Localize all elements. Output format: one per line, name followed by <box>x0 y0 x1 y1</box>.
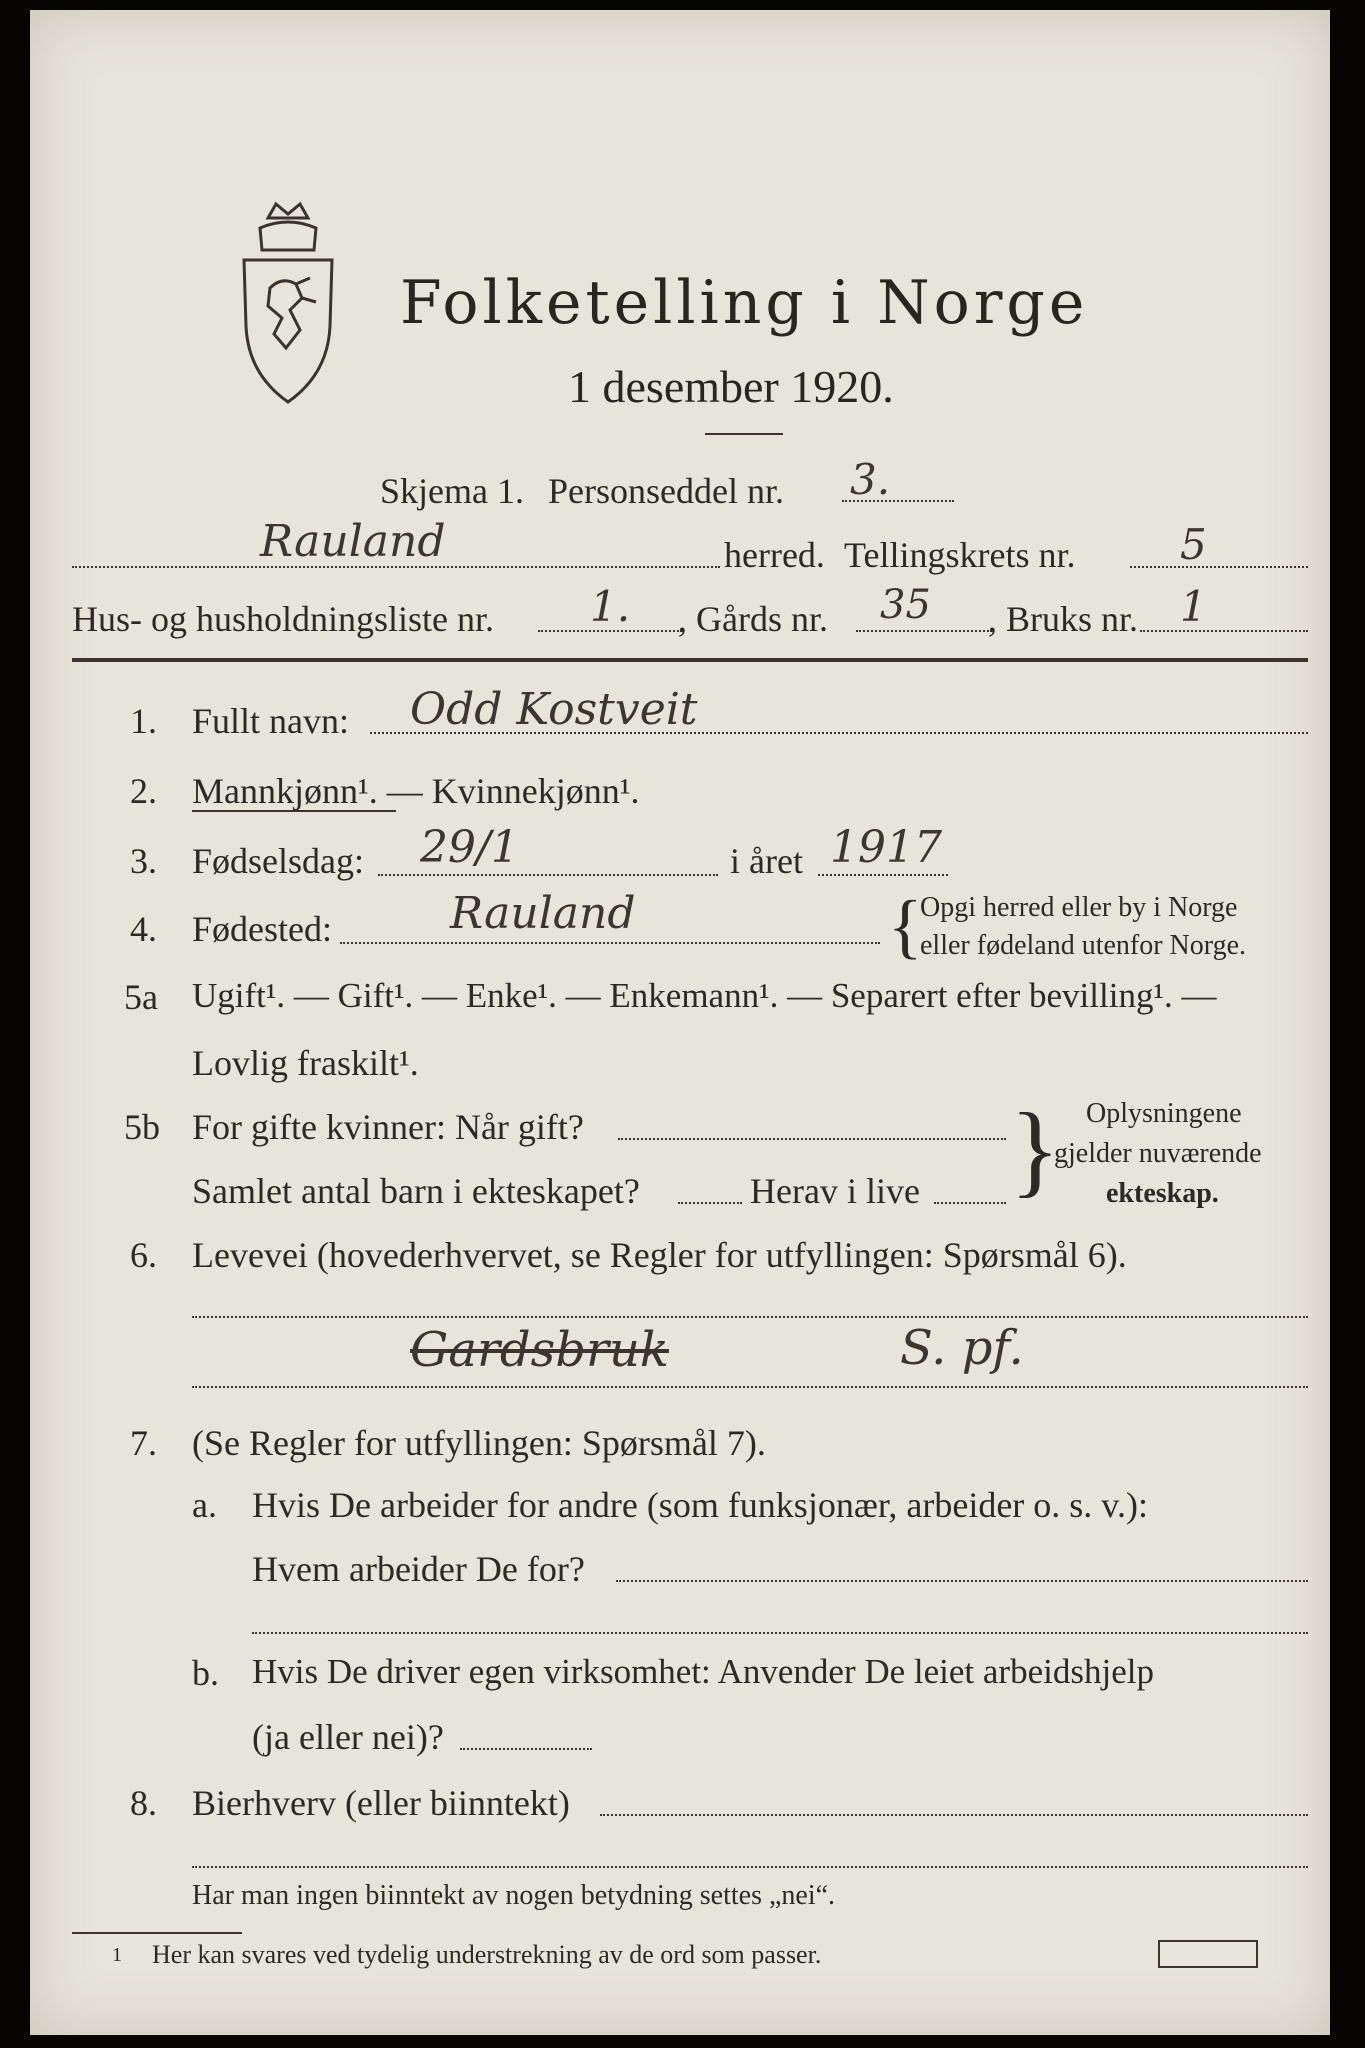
occupation-struck-value: Gardsbruk <box>410 1322 669 1378</box>
q8-number: 8. <box>130 1783 157 1823</box>
sex-options: Mannkjønn¹. — Kvinnekjønn¹. <box>192 771 640 811</box>
q7b-letter: b. <box>192 1653 219 1693</box>
hus-value: 1. <box>590 582 631 631</box>
birthplace-brace: { <box>888 886 923 966</box>
gards-label: , Gårds nr. <box>678 599 828 639</box>
birthdate-label: Fødselsdag: <box>192 841 365 881</box>
q5b-number: 5b <box>124 1107 160 1147</box>
occupation-label: Levevei (hovederhvervet, se Regler for utfyllingen: Spørsmål 6). <box>192 1235 1127 1275</box>
bruks-value: 1 <box>1180 582 1207 631</box>
birthplace-value: Rauland <box>450 888 636 939</box>
marriage-note-3: ekteskap. <box>1106 1178 1219 1209</box>
footnote-text: Her kan svares ved tydelig understrekning av de ord som passer. <box>152 1940 822 1969</box>
marriage-note-1: Oplysningene <box>1086 1098 1242 1129</box>
own-business-question: Hvis De driver egen virksomhet: Anvender De leiet arbeidshjelp <box>252 1652 1154 1691</box>
birth-year-value: 1917 <box>830 822 942 873</box>
tellingskrets-value: 5 <box>1180 520 1207 569</box>
marriage-brace: } <box>1010 1092 1060 1207</box>
birthplace-label: Fødested: <box>192 909 332 949</box>
sex-underline <box>192 810 396 812</box>
married-when-label: For gifte kvinner: Når gift? <box>192 1107 584 1147</box>
marital-options: Ugift¹. — Gift¹. — Enke¹. — Enkemann¹. — Separert efter bevilling¹. — <box>192 976 1217 1015</box>
schema-label: Skjema 1. <box>380 471 524 511</box>
occupation-value: S. pf. <box>900 1320 1024 1376</box>
children-count-label: Samlet antal barn i ekteskapet? <box>192 1171 640 1211</box>
footnote-marker: 1 <box>112 1944 122 1966</box>
coat-of-arms-icon <box>230 198 346 410</box>
full-name-value: Odd Kostveit <box>410 684 698 735</box>
birthplace-note-1: Opgi herred eller by i Norge <box>920 892 1238 923</box>
side-income-note: Har man ingen biinntekt av nogen betydning settes „nei“. <box>192 1880 836 1911</box>
q7a-letter: a. <box>192 1485 217 1525</box>
marriage-note-2: gjelder nuværende <box>1054 1138 1262 1169</box>
personseddel-label: Personseddel nr. <box>548 471 784 511</box>
q6-number: 6. <box>130 1235 157 1275</box>
herred-label: herred. <box>724 535 825 575</box>
personseddel-value: 3. <box>850 455 891 504</box>
q4-number: 4. <box>130 909 157 949</box>
form-title: Folketelling i Norge <box>400 268 1089 338</box>
bruks-label: , Bruks nr. <box>988 599 1139 639</box>
q2-number: 2. <box>130 771 157 811</box>
marital-options-cont: Lovlig fraskilt¹. <box>192 1043 419 1083</box>
q5a-number: 5a <box>124 977 158 1017</box>
printer-stamp <box>1158 1940 1258 1968</box>
birthdate-value: 29/1 <box>420 822 519 873</box>
employment-label: (Se Regler for utfyllingen: Spørsmål 7). <box>192 1423 766 1463</box>
q1-number: 1. <box>130 701 157 741</box>
header-divider <box>72 658 1308 662</box>
children-alive-label: Herav i live <box>750 1171 920 1211</box>
title-divider <box>705 433 783 435</box>
employer-label: Hvem arbeider De for? <box>252 1549 585 1589</box>
footnote-rule <box>72 1932 242 1934</box>
tellingskrets-label: Tellingskrets nr. <box>844 535 1076 575</box>
gards-value: 35 <box>880 582 931 628</box>
herred-value: Rauland <box>260 516 446 567</box>
census-date: 1 desember 1920. <box>568 361 894 412</box>
employer-question: Hvis De arbeider for andre (som funksjonær, arbeider o. s. v.): <box>252 1485 1148 1525</box>
birthplace-note-2: eller fødeland utenfor Norge. <box>920 930 1247 961</box>
hired-help-label: (ja eller nei)? <box>252 1717 444 1757</box>
full-name-label: Fullt navn: <box>192 701 350 741</box>
birth-year-label: i året <box>730 841 803 881</box>
census-form-page <box>30 10 1330 2035</box>
hus-label: Hus- og husholdningsliste nr. <box>72 599 495 639</box>
q7-number: 7. <box>130 1423 157 1463</box>
q3-number: 3. <box>130 841 157 881</box>
side-income-label: Bierhverv (eller biinntekt) <box>192 1783 570 1823</box>
